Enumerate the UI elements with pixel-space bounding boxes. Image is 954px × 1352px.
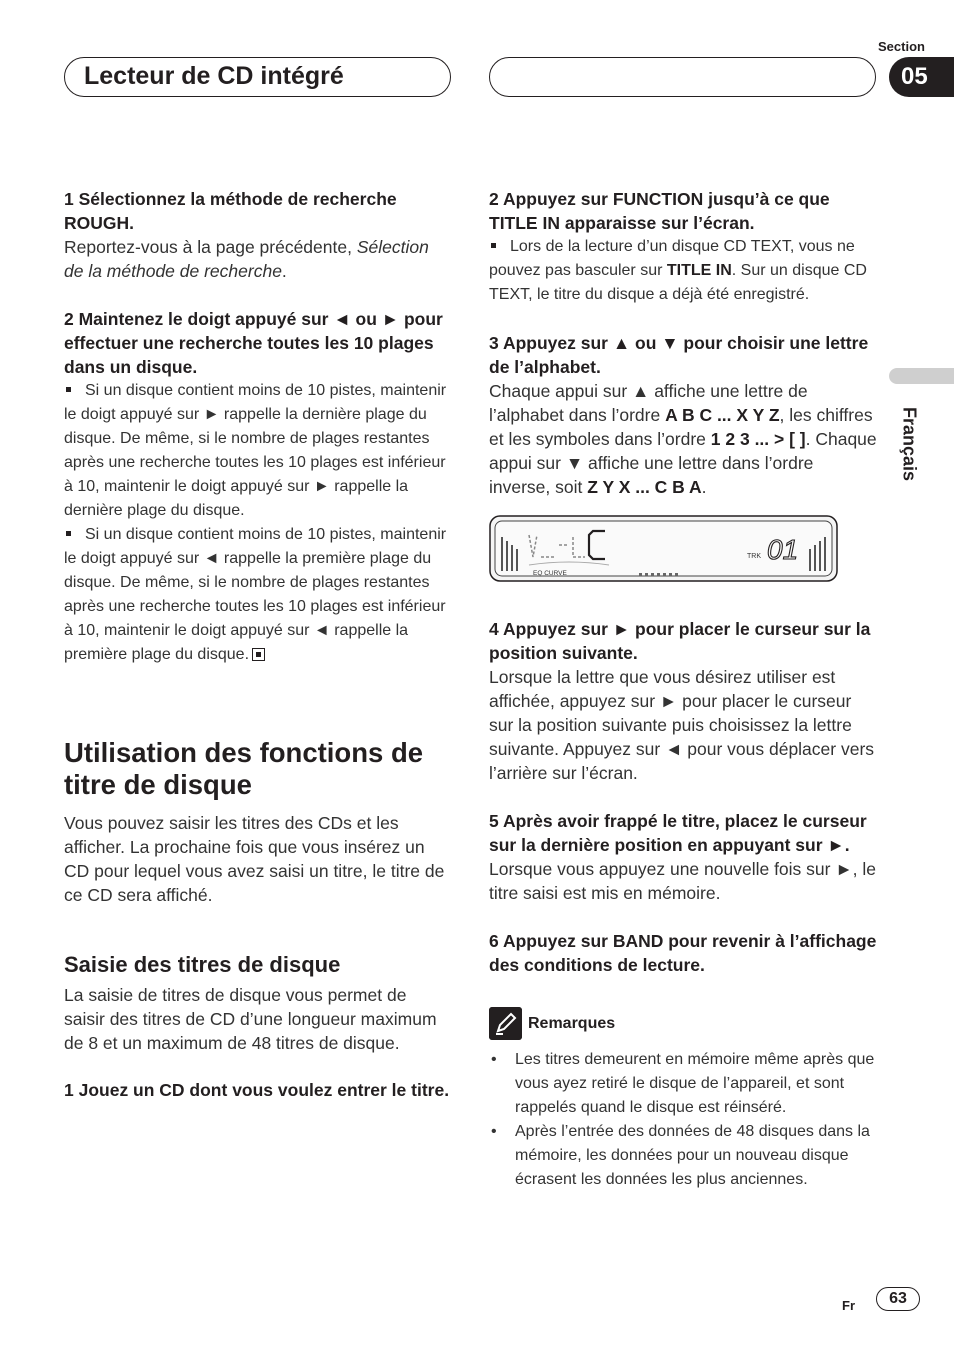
section-label: Section — [878, 39, 925, 54]
left-column — [64, 187, 452, 1102]
step-4-cursor-title: 4 Appuyez sur ► pour placer le curseur sur la position suivante. — [489, 619, 871, 663]
bullet-cd-text-a: Lors de la lecture d’un disque CD TEXT, vous ne pouvez pas basculer sur — [489, 238, 855, 279]
bullet-cd-text-b: . Sur un disque CD TEXT, le titre du disque a déjà été enregistré. — [489, 262, 867, 303]
pencil-note-icon — [489, 1007, 522, 1040]
alphabet-order: A B C ... X Y Z — [665, 405, 780, 425]
trk-label: TRK — [747, 553, 761, 560]
lcd-display-illustration — [489, 515, 838, 582]
end-of-section-icon — [252, 648, 265, 661]
step-3-text — [489, 379, 877, 499]
section-number: 05 — [889, 57, 954, 97]
notes-title: Remarques — [528, 1014, 616, 1032]
step-2-function-title: 2 Appuyez sur FUNCTION jusqu’à ce que TITLE IN apparaisse sur l’écran. — [489, 189, 830, 233]
step-3-text-e: . — [701, 477, 707, 497]
title-in-label: TITLE IN — [666, 262, 732, 279]
note-item: • Après l’entrée des données de 48 disques dans la mémoire, les données pour un nouveau disque écrasent les données les plus anciennes. — [489, 1120, 877, 1192]
right-column — [489, 187, 877, 1192]
step-1-rough-title: 1 Sélectionnez la méthode de recherche ROUGH. — [64, 189, 397, 233]
language-tab-label: Français — [899, 406, 920, 482]
page-number: 63 — [876, 1287, 920, 1311]
bullet-next-track — [64, 379, 452, 523]
step-5-text: Lorsque vous appuyez une nouvelle fois sur ►, le titre saisi est mis en mémoire. — [489, 859, 876, 903]
number-order: 1 2 3 ... > [ ] — [710, 429, 806, 449]
subsection-intro: La saisie de titres de disque vous permet de saisir des titres de CD d’une longueur maximum de 8 et un maximum de 48 titres de disque. — [64, 985, 437, 1053]
reverse-order: Z Y X ... C B A — [587, 477, 702, 497]
bullet-next-track-text: Si un disque contient moins de 10 pistes, maintenir le doigt appuyé sur ► rappelle la dernière plage du disque. De même, si le nombre de plages restantes après une recherche toutes les 10 plages est inférieur à 10, maintenir le doigt appuyé sur ► rappelle la dernière plage du disque. — [64, 382, 447, 519]
language-tab — [893, 398, 925, 490]
section-intro: Vous pouvez saisir les titres des CDs et les afficher. La prochaine fois que vous insérez un CD pour lequel vous avez saisi un titre, le titre de ce CD sera affiché. — [64, 813, 445, 905]
step-6-band-title: 6 Appuyez sur BAND pour revenir à l’affichage des conditions de lecture. — [489, 931, 877, 975]
step-2-search-title: 2 Maintenez le doigt appuyé sur ◄ ou ► pour effectuer une recherche toutes les 10 plages dans un disque. — [64, 309, 443, 377]
step-3-text-d: . Chaque appui sur ▼ affiche une lettre dans l’ordre inverse, soit — [489, 429, 877, 497]
square-bullet-icon — [491, 243, 496, 248]
eq-curve-label: EQ CURVE — [533, 570, 567, 577]
step-1-play-title: 1 Jouez un CD dont vous voulez entrer le titre. — [64, 1080, 450, 1100]
notes-header — [489, 1007, 877, 1040]
bullet-prev-track-text: Si un disque contient moins de 10 pistes, maintenir le doigt appuyé sur ◄ rappelle la première plage du disque. De même, si le nombre de plages restantes après une recherche toutes les 10 plages est inférieur à 10, maintenir le doigt appuyé sur ◄ rappelle la première plage du disque. — [64, 526, 447, 663]
step-1-ref-link: Sélection de la méthode de recherche — [64, 237, 429, 281]
header-empty-frame — [489, 57, 876, 97]
step-4-text: Lorsque la lettre que vous désirez utiliser est affichée, appuyez sur ► pour placer le curseur sur la position suivante puis choisissez la lettre suivante. Appuyez sur ◄ pour vous déplacer vers l’arrière sur l’écran. — [489, 667, 875, 783]
footer-language: Fr — [842, 1298, 855, 1313]
step-1-rough-text — [64, 235, 452, 283]
note-item: • Les titres demeurent en mémoire même après que vous ayez retiré le disque de l’appareil, et sont rappelés quand le disque est réinséré. — [489, 1048, 877, 1120]
square-bullet-icon — [66, 531, 71, 536]
bullet-cd-text — [489, 235, 877, 307]
step-3-letter-title: 3 Appuyez sur ▲ ou ▼ pour choisir une lettre de l’alphabet. — [489, 333, 869, 377]
step-3-text-a: Chaque appui sur ▲ affiche une lettre de l’alphabet dans l’ordre — [489, 381, 808, 425]
bullet-prev-track — [64, 523, 452, 667]
subsection-heading: Saisie des titres de disque — [64, 952, 341, 977]
section-heading: Utilisation des fonctions de titre de disque — [64, 737, 424, 800]
step-3-text-c: , les chiffres et les symboles dans l’ordre — [489, 405, 873, 449]
language-tab-bar — [889, 368, 954, 384]
track-number-digits: 01 — [767, 534, 799, 565]
notes-list — [489, 1048, 877, 1192]
step-1-text-end: . — [281, 261, 287, 281]
page-header-title: Lecteur de CD intégré — [84, 62, 344, 90]
step-1-text: Reportez-vous à la page précédente, — [64, 237, 357, 257]
square-bullet-icon — [66, 387, 71, 392]
step-5-save-title: 5 Après avoir frappé le titre, placez le curseur sur la dernière position en appuyant sur ►. — [489, 811, 867, 855]
